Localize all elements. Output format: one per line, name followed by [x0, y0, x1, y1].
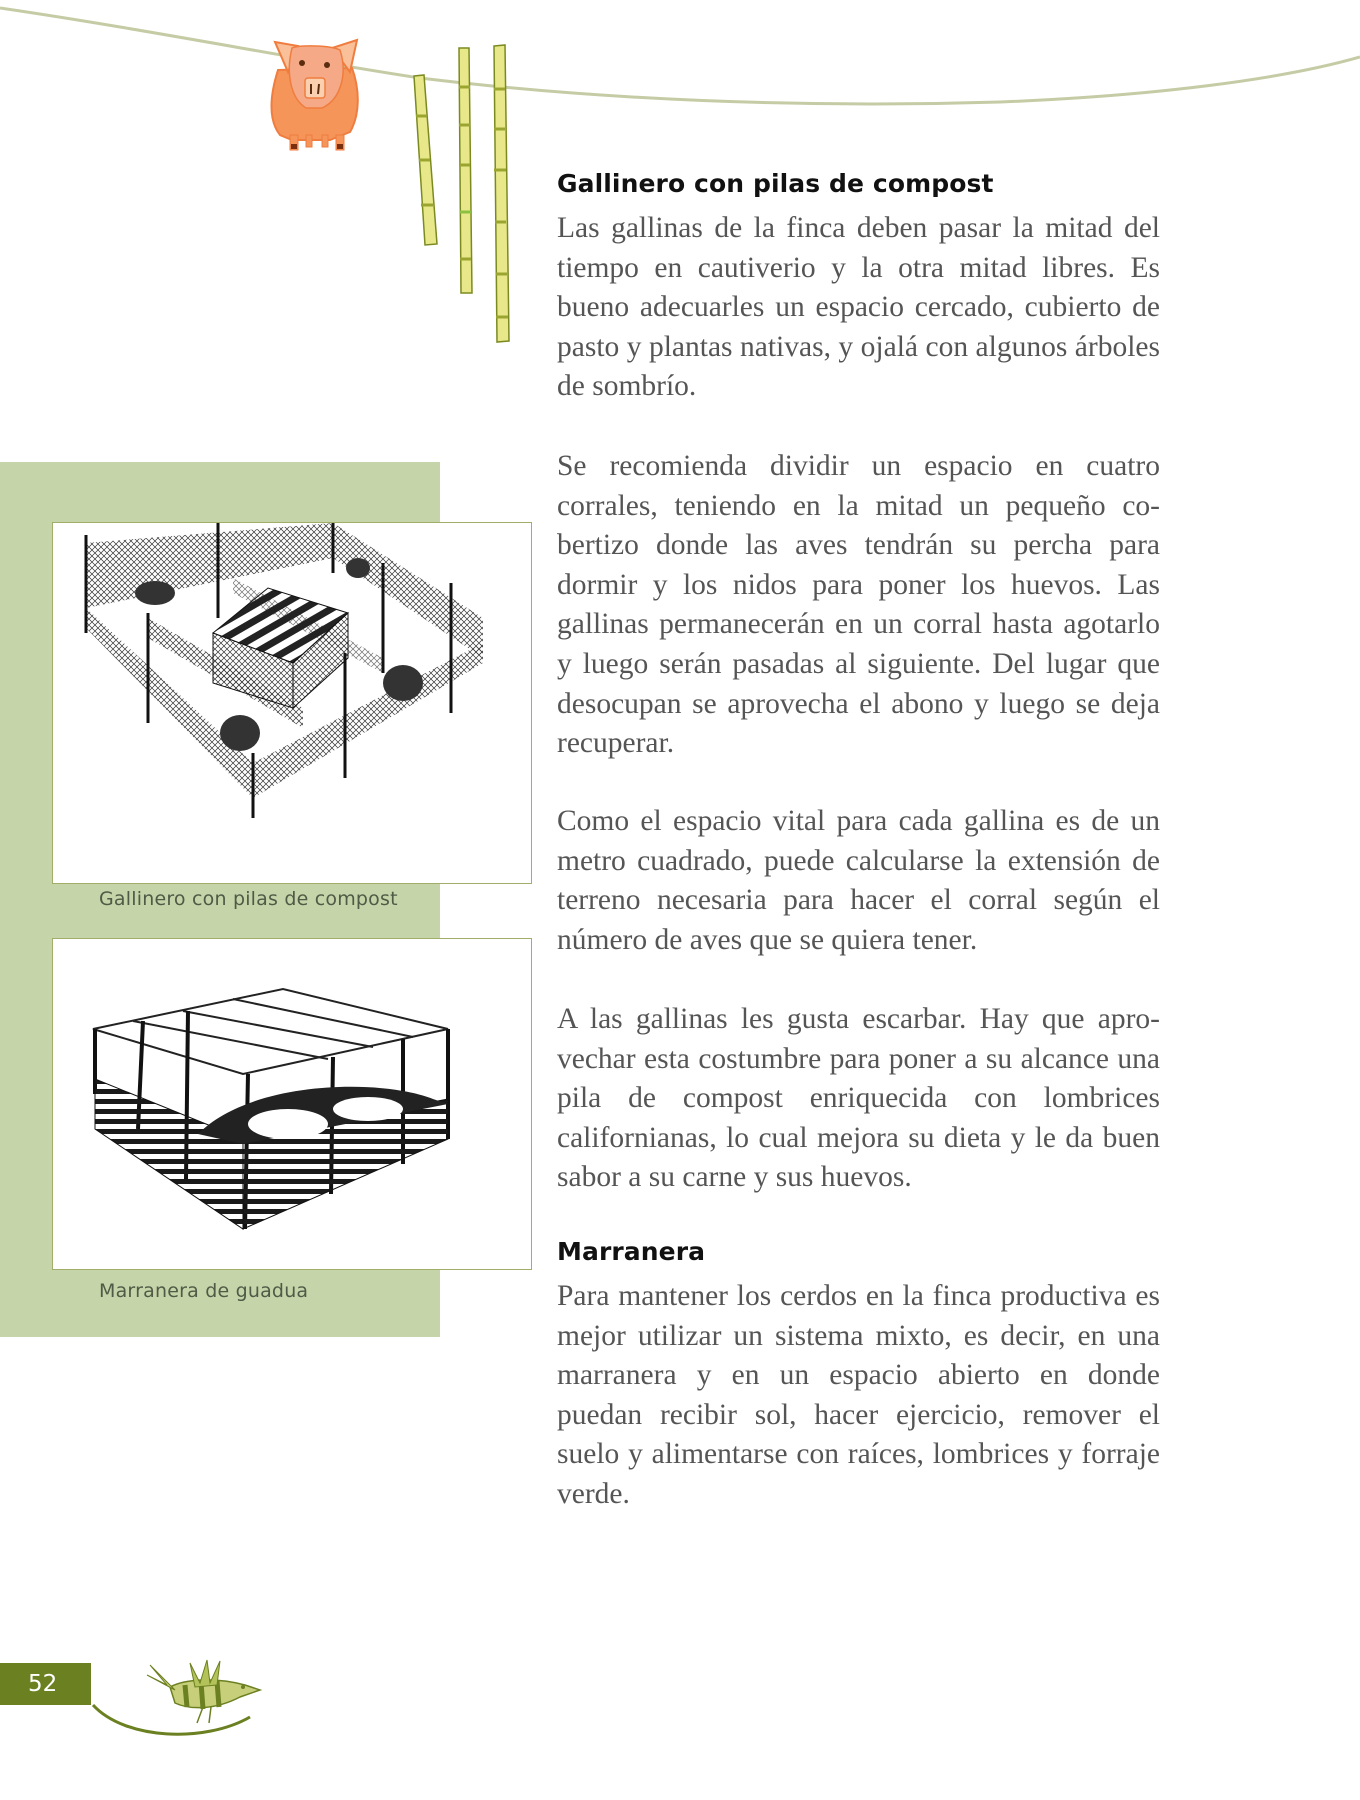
paragraph: Como el espacio vital para cada gallina es de un metro cuadrado, puede calcularse la extensión de terreno necesaria para hacer el corral según el número de aves que se quiera tener.	[557, 805, 1160, 956]
figure-caption: Gallinero con pilas de compost	[99, 888, 398, 910]
figure-pigsty	[52, 938, 532, 1270]
paragraph: Para mantener los cerdos en la finca productiva es mejor utilizar un sistema mixto, es decir, en una marranera y en un espacio abierto en donde puedan recibir sol, hacer ejercicio, remover el suelo y alimentarse con raíces, lombrices y forraje verde.	[557, 1280, 1160, 1510]
bamboo-stick-icon	[459, 48, 472, 293]
section-heading: Gallinero con pilas de compost	[557, 169, 994, 198]
swoosh-line	[93, 1705, 250, 1734]
section-heading: Marranera	[557, 1237, 706, 1266]
paragraph: Las gallinas de la finca deben pasar la mitad del tiempo en cautiverio y la otra mitad libres. Es bueno adecuarles un espacio cercado, cubierto de pasto y plantas nativas, y ojalá con algunos árboles de sombrío.	[557, 212, 1160, 403]
clothesline	[0, 8, 1360, 104]
chicken-coop-illustration	[53, 523, 532, 884]
footer-decoration	[85, 1655, 285, 1745]
paragraph: Se recomienda dividir un espacio en cuatro corrales, teniendo en la mitad un pequeño cobertizo donde las aves tendrán su percha para dormir y los nidos para poner los huevos. Las gallinas permanecerán en un corral hasta agotarlo y luego serán pasadas al siguiente. Del lugar que desocupan se aprovecha el abono y luego se deja recuperar.	[557, 450, 1160, 760]
pig-icon	[272, 40, 358, 150]
page-number: 52	[0, 1663, 91, 1705]
bamboo-stick-icon	[414, 75, 437, 245]
bamboo-stick-icon	[494, 45, 509, 342]
pigsty-illustration	[53, 939, 532, 1270]
bird-icon	[147, 1660, 260, 1723]
figure-chicken-coop	[52, 522, 532, 884]
figure-caption: Marranera de guadua	[99, 1280, 309, 1302]
paragraph: A las gallinas les gusta escarbar. Hay que aprovechar esta costumbre para poner a su alcance una pila de compost enriquecida con lombrices californianas, lo cual mejora su dieta y le da buen sabor a su carne y sus huevos.	[557, 1003, 1160, 1194]
